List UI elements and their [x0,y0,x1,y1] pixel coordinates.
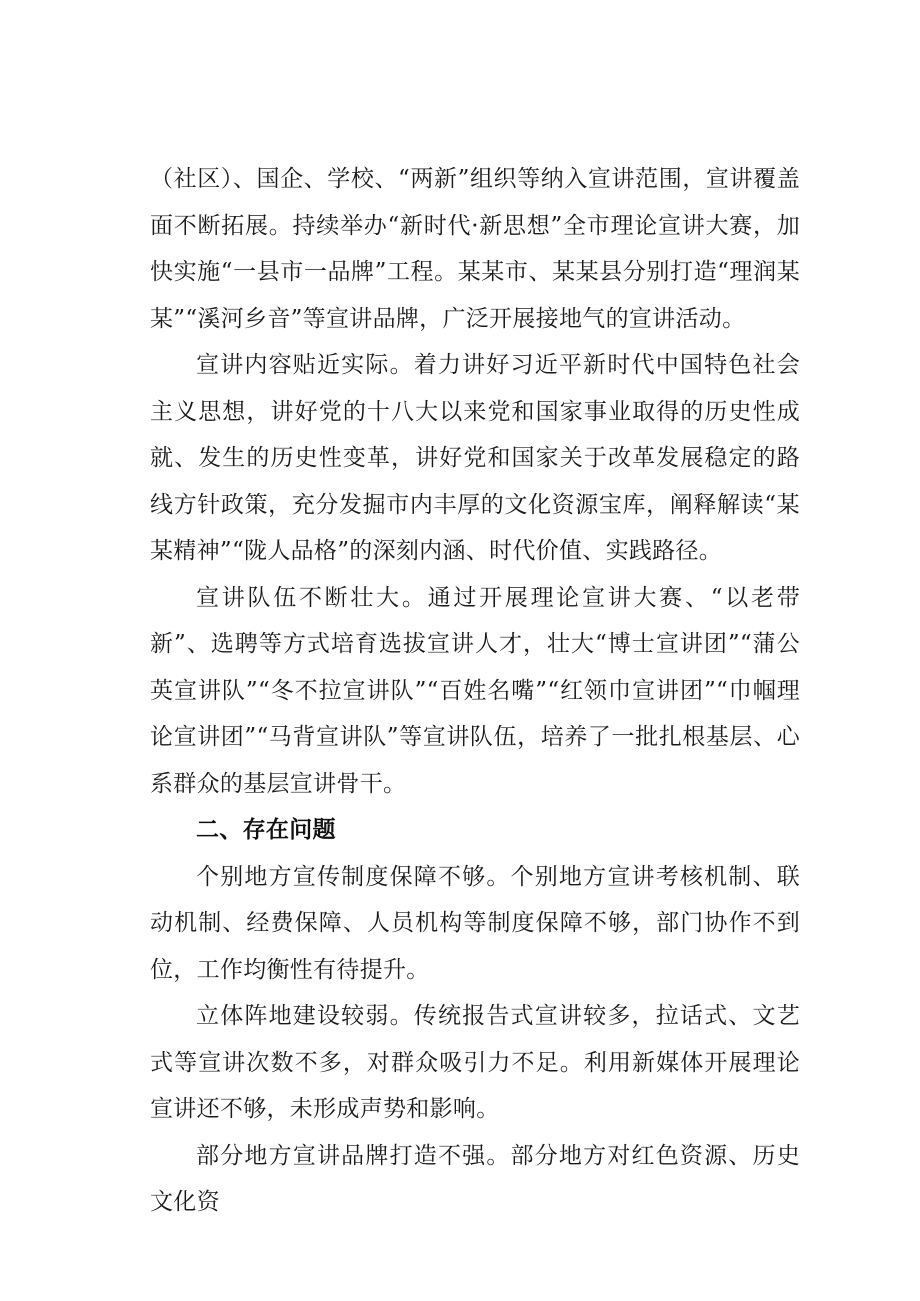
paragraph-brand-building: 部分地方宣讲品牌打造不强。部分地方对红色资源、历史文化资 [150,1142,800,1215]
paragraph-team-growth: 宣讲队伍不断壮大。通过开展理论宣讲大赛、“以老带新”、选聘等方式培育选拔宣讲人才，壮大“博士宣讲团”“蒲公英宣讲队”“冬不拉宣讲队”“百姓名嘴”“红领巾宣讲团”“巾帼理论宣讲团”“马背宣讲队”等宣讲队伍，培养了一批扎根基层、心系群众的基层宣讲骨干。 [150,584,800,797]
paragraph-position-building: 立体阵地建设较弱。传统报告式宣讲较多，拉话式、文艺式等宣讲次数不多，对群众吸引力不足。利用新媒体开展理论宣讲还不够，未形成声势和影响。 [150,1003,800,1122]
paragraph-content-relevance: 宣讲内容贴近实际。着力讲好习近平新时代中国特色社会主义思想，讲好党的十八大以来党和国家事业取得的历史性成就、发生的历史性变革，讲好党和国家关于改革发展稳定的路线方针政策，充分发掘市内丰厚的文化资源宝库，阐释解读“某某精神”“陇人品格”的深刻内涵、时代价值、实践路径。 [150,352,800,564]
document-body [150,156,800,1226]
section-heading: 二、存在问题 [196,817,336,843]
paragraph-system-guarantee: 个别地方宣传制度保障不够。个别地方宣讲考核机制、联动机制、经费保障、人员机构等制度保障不够，部门协作不到位，工作均衡性有待提升。 [150,863,800,983]
paragraph-continuation: （社区）、国企、学校、“两新”组织等纳入宣讲范围，宣讲覆盖面不断拓展。持续举办“新时代·新思想”全市理论宣讲大赛，加快实施“一县市一品牌”工程。某某市、某某县分别打造“理润某某”“溪河乡音”等宣讲品牌，广泛开展接地气的宣讲活动。 [150,166,800,332]
